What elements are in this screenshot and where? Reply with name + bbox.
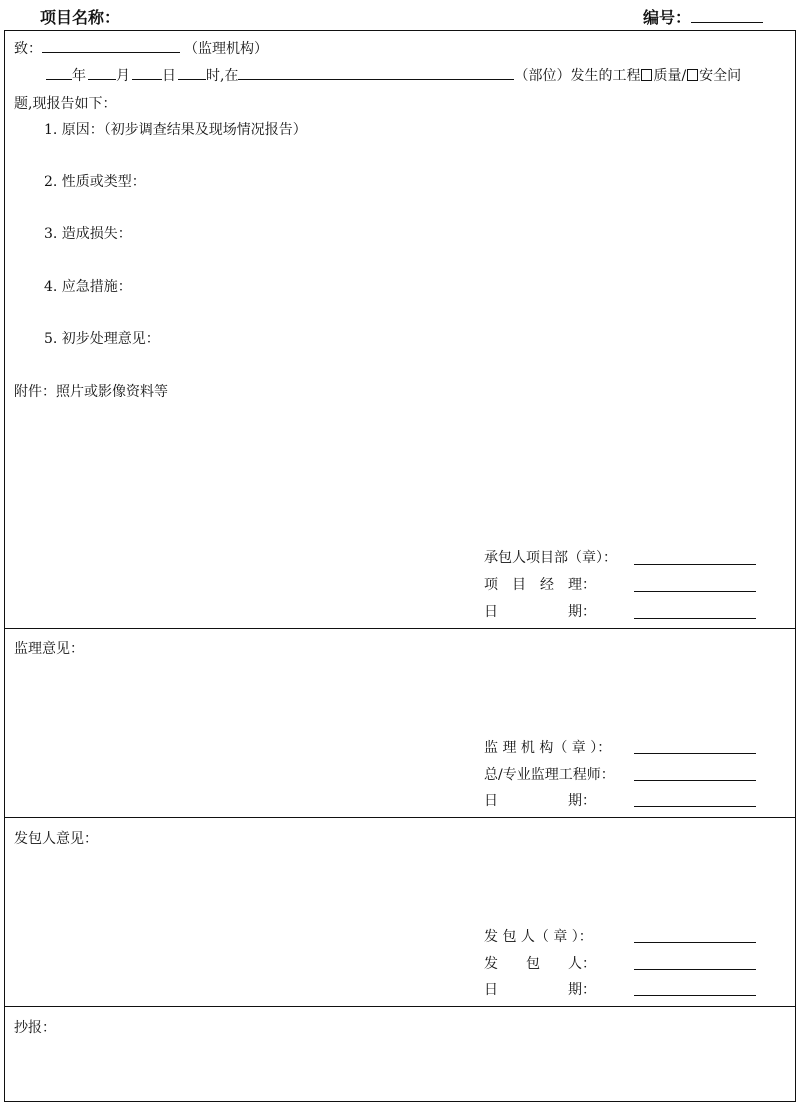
- safety-checkbox[interactable]: [687, 69, 698, 81]
- report-date-field[interactable]: [634, 617, 756, 619]
- project-name-label: 项目名称：: [40, 8, 121, 27]
- part-label: （部位）发生的工程: [514, 68, 641, 84]
- quality-label: 质量/: [653, 68, 687, 84]
- to-label: 致：: [14, 41, 42, 57]
- chief-engineer-field[interactable]: [634, 779, 756, 781]
- divider-employer: [4, 1006, 796, 1007]
- divider-report: [4, 628, 796, 629]
- project-number: [643, 5, 763, 28]
- hour-field[interactable]: [178, 66, 206, 80]
- attachment-label: 附件：照片或影像资料等: [14, 384, 168, 400]
- contractor-seal-field[interactable]: [634, 563, 756, 565]
- employer-label: 发 包 人：: [484, 956, 596, 972]
- to-line: [14, 38, 268, 58]
- chief-engineer-label: 总/专业监理工程师：: [484, 767, 615, 783]
- divider-supervision: [4, 817, 796, 818]
- report-date-label: 日 期：: [484, 604, 596, 620]
- year-field[interactable]: [46, 66, 72, 80]
- employer-date-field[interactable]: [634, 994, 756, 996]
- safety-label: 安全问: [699, 68, 742, 84]
- supervision-date-field[interactable]: [634, 805, 756, 807]
- month-field[interactable]: [88, 66, 116, 80]
- quality-checkbox[interactable]: [641, 69, 652, 81]
- location-field[interactable]: [238, 66, 514, 80]
- employer-seal-label: 发 包 人（ 章 ）：: [484, 929, 593, 945]
- item-cause: 1. 原因：（初步调查结果及现场情况报告）: [44, 122, 307, 138]
- date-location-line: [46, 65, 741, 85]
- to-recipient-field[interactable]: [42, 39, 180, 53]
- number-label: 编号：: [643, 8, 692, 27]
- supervision-date-label: 日 期：: [484, 793, 596, 809]
- cc-title: 抄报：: [14, 1020, 56, 1036]
- year-label: 年: [72, 68, 86, 84]
- day-field[interactable]: [132, 66, 162, 80]
- project-manager-label: 项 目 经 理：: [484, 577, 596, 593]
- supervision-title: 监理意见：: [14, 641, 84, 657]
- employer-title: 发包人意见：: [14, 831, 98, 847]
- item-emergency: 4. 应急措施：: [44, 279, 132, 295]
- supervision-org-label: 监 理 机 构（ 章 ）：: [484, 740, 612, 756]
- project-manager-field[interactable]: [634, 590, 756, 592]
- contractor-seal-label: 承包人项目部（章）：: [484, 550, 617, 566]
- item-loss: 3. 造成损失：: [44, 226, 132, 242]
- employer-seal-field[interactable]: [634, 941, 756, 943]
- employer-date-label: 日 期：: [484, 982, 596, 998]
- day-label: 日: [162, 68, 176, 84]
- employer-field[interactable]: [634, 968, 756, 970]
- hour-label: 时,在: [206, 68, 239, 84]
- month-label: 月: [116, 68, 130, 84]
- to-suffix: （监理机构）: [184, 41, 268, 57]
- supervision-org-field[interactable]: [634, 752, 756, 754]
- item-nature: 2. 性质或类型：: [44, 174, 146, 190]
- item-opinion: 5. 初步处理意见：: [44, 331, 160, 347]
- report-intro-cont: 题,现报告如下：: [14, 96, 117, 112]
- number-field[interactable]: [691, 9, 763, 23]
